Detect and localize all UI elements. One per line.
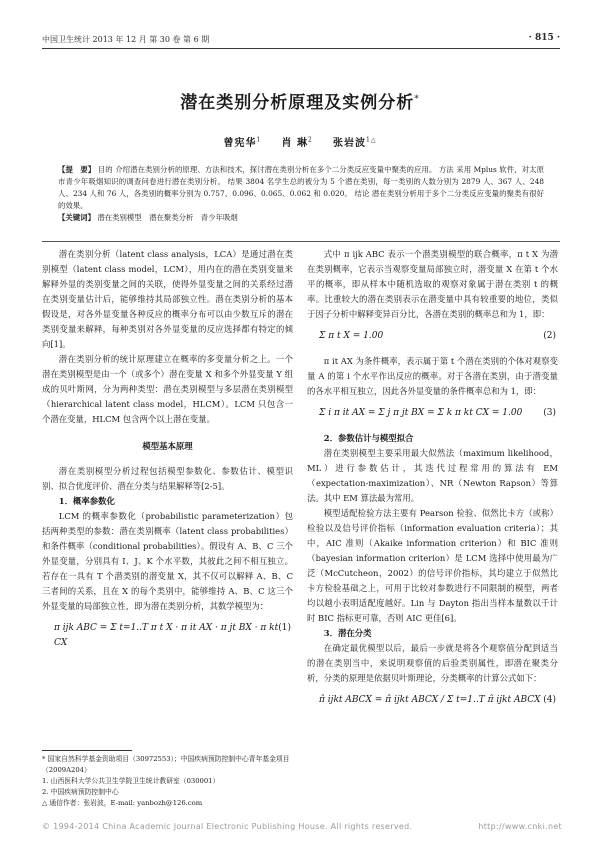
conclusion-label: 结论: [354, 189, 370, 198]
paragraph: 潜在类别分析的统计原理建立在概率的多变量分析之上。一个潜在类别模型是由一个（或多个）潜在变量 X 和多个外显变量 Y 组成的贝叶斯网，分为两种类型：潜在类别模型与多层潜在类别模型（hierarchical latent class model，HLCM）。LCM 只包含一个潜在变量，HLCM 包含两个以上潜在变量。: [42, 354, 293, 424]
equation-number: (3): [543, 408, 556, 418]
subsection-heading: 1．概率参数化: [58, 496, 115, 506]
copyright-notice: © 1994-2014 China Academic Journal Electronic Publishing House. All rights reserved.: [42, 822, 413, 831]
equation-number: (4): [543, 695, 556, 705]
subsection-heading: 2．参数估计与模型拟合: [323, 433, 414, 443]
footnote-rule: [42, 750, 132, 751]
author-list: [0, 134, 600, 149]
author: 曾宪华$^1$: [223, 136, 262, 149]
paragraph: π it AX 为条件概率，表示属于第 t 个潜在类别的个体对观察变量 A 的第 i 个水平作出反应的概率。对于各潜在类别，由于潜变量的各水平相互独立，因此各外显变量的条件概率总和为 1，即：: [307, 356, 558, 396]
equation-number: (1): [278, 623, 291, 633]
equation-formula: Σ i π it AX = Σ j π jt BX = Σ k π kt CX = 1.00: [319, 408, 523, 418]
abstract-conclusion: 潜在类别分析用于多个二分类反应变量的聚类有很好的效果。: [58, 189, 544, 210]
keywords-label: 【关键词】: [58, 213, 95, 222]
paragraph: 在确定最优模型以后，最后一步就是将各个观察值分配到适当的潜在类别当中，来说明观察值的后验类别属性，即潜在聚类分析，分类的原理是依据贝叶斯理论，分类概率的计算公式如下：: [307, 643, 558, 683]
equation-number: (2): [543, 331, 556, 341]
footnote: 2. 中国疾病预防控制中心: [42, 788, 119, 796]
paragraph: 潜在类别分析（latent class analysis，LCA）是通过潜在类别模型（latent class model，LCM），用内在的潜在类别变量来解释外显的类别变量之间的关联，使得外显变量之间的关系经过潜在类别变量估计后，能够维持其局部独立性。潜在类别分析的基本假设是，对各外显变量各种反应的概率分布可以由少数互斥的潜在类别变量来解释，每种类别对各外显变量的反应选择都有特定的倾向[1]。: [42, 249, 293, 349]
keywords: 潜在类别模型 潜在聚类分析 青少年吸烟: [97, 213, 238, 222]
journal-citation: 中国卫生统计 2013 年 12 月 第 30 卷 第 6 期: [42, 35, 210, 44]
left-column: [42, 247, 293, 646]
page-footer: [42, 822, 562, 831]
abstract-label: 【提 要】: [58, 165, 96, 174]
paragraph: 潜在类别模型分析过程包括模型参数化、参数估计、模型识别、拟合优度评价、潜在分类与结果解释等[2-5]。: [42, 466, 293, 491]
paragraph: LCM 的概率参数化（probabilistic parameterization）包括两种类型的参数：潜在类别概率（latent class probabilities）和条件概率（conditional probabilities）。假设有 A、B、C 三个外显变量，分别具有 I、J、K 个水平数，其彼此之间不相互独立。若存在一具有 T 个潜类别的潜变量 X，其不仅可以解释 A、B、C 三者间的关系，且在 X 的每个类别中，能够维持 A、B、C 这三个外显变量的局部独立性，即为潜在类别分析，其数学模型为：: [42, 511, 293, 611]
abstract-result: 3804 名学生总的被分为 5 个潜在类别，每一类别的人数分别为 2879 人、367 人、248 人、234 人和 76 人，各类别的概率分别为 0.757、0.096、0.065、0.062 和 0.020。: [58, 177, 544, 198]
title-text: 潜在类别分析原理及实例分析: [180, 93, 415, 113]
equation-2: [307, 325, 558, 351]
equation-3: [307, 402, 558, 428]
header-rule: [42, 48, 560, 49]
abstract-rule: [42, 241, 560, 242]
equation-1: [42, 617, 293, 648]
footer-url: http://www.cnki.net: [478, 822, 562, 831]
equation-formula: π̂ ijkt ABCX = π̂ ijkt ABCX / Σ t=1..T π̂ ijkt ABCX: [319, 695, 541, 705]
page-number: · 815 ·: [528, 33, 560, 43]
objective-label: 目的: [97, 165, 113, 174]
equation-formula: π ijk ABC = Σ t=1..T π t X · π it AX · π jt BX · π kt CX: [54, 623, 279, 648]
paragraph: 模型适配检验方法主要有 Pearson 检验、似然比卡方（或称）检验以及信号评价指标（information evaluation criteria）；其中，AIC 准则（Akaike information criterion）和 BIC 准则（bayesian information criterion）是 LCM 选择中使用最为广泛（McCutcheon，2002）的信号评价指标，其均建立于似然比卡方检验基础之上，可用于比较对参数进行不同限制的模型，两者均以越小表明适配度越好。Lin 与 Dayton 指出当样本量数以千计时 BIC 指标更可靠，否则 AIC 更佳[6]。: [307, 508, 558, 623]
paragraph: 式中 π ijk ABC 表示一个潜类别模型的联合概率，π t X 为潜在类别概率，它表示当观察变量局部独立时，潜变量 X 在第 t 个水平的概率，即从样本中随机选取的观察对象属于潜在类别 t 的概率。比重较大的潜在类别表示在潜变量中具有较重要的地位，类似于因子分析中解释变异百分比，各潜在类别的概率总和为 1，即：: [307, 249, 558, 319]
method-label: 方法: [438, 165, 454, 174]
abstract: [58, 164, 544, 224]
section-heading: 模型基本原理: [142, 441, 193, 451]
abstract-method: 采用 Mplus 软件，对太原市青少年吸烟知识的调查问卷进行潜在类别分析。: [58, 165, 544, 186]
article-title: [0, 88, 600, 113]
footnote: 1. 山西医科大学公共卫生学院卫生统计教研室（030001）: [42, 777, 220, 785]
abstract-objective: 介绍潜在类别分析的原理、方法和技术，探讨潜在类别分析在多个二分类反应变量中聚类的应用。: [115, 165, 437, 174]
title-footnote-mark: *: [414, 94, 420, 105]
equation-formula: Σ π t X = 1.00: [319, 331, 384, 341]
equation-4: [307, 689, 558, 715]
author: 张岩波$^{1\triangle}$: [333, 136, 377, 149]
footnote: △ 通信作者：张岩波，E-mail: yanbozh@126.com: [42, 799, 203, 807]
subsection-heading: 3．潜在分类: [323, 628, 372, 638]
footnote: * 国家自然科学基金资助项目（30972553）；中国疾病预防控制中心青年基金项目（2009A204）: [42, 755, 290, 774]
paragraph: 潜在类别模型主要采用最大似然法（maximum likelihood，ML）进行参数估计，其迭代过程常用的算法有 EM（expectation-maximization）、NR（Newton Rapson）等算法。其中 EM 算法最为常用。: [307, 448, 558, 503]
footnotes: [42, 754, 293, 809]
right-column: [307, 247, 558, 718]
author: 肖 琳$^2$: [281, 136, 313, 149]
result-label: 结果: [227, 177, 243, 186]
